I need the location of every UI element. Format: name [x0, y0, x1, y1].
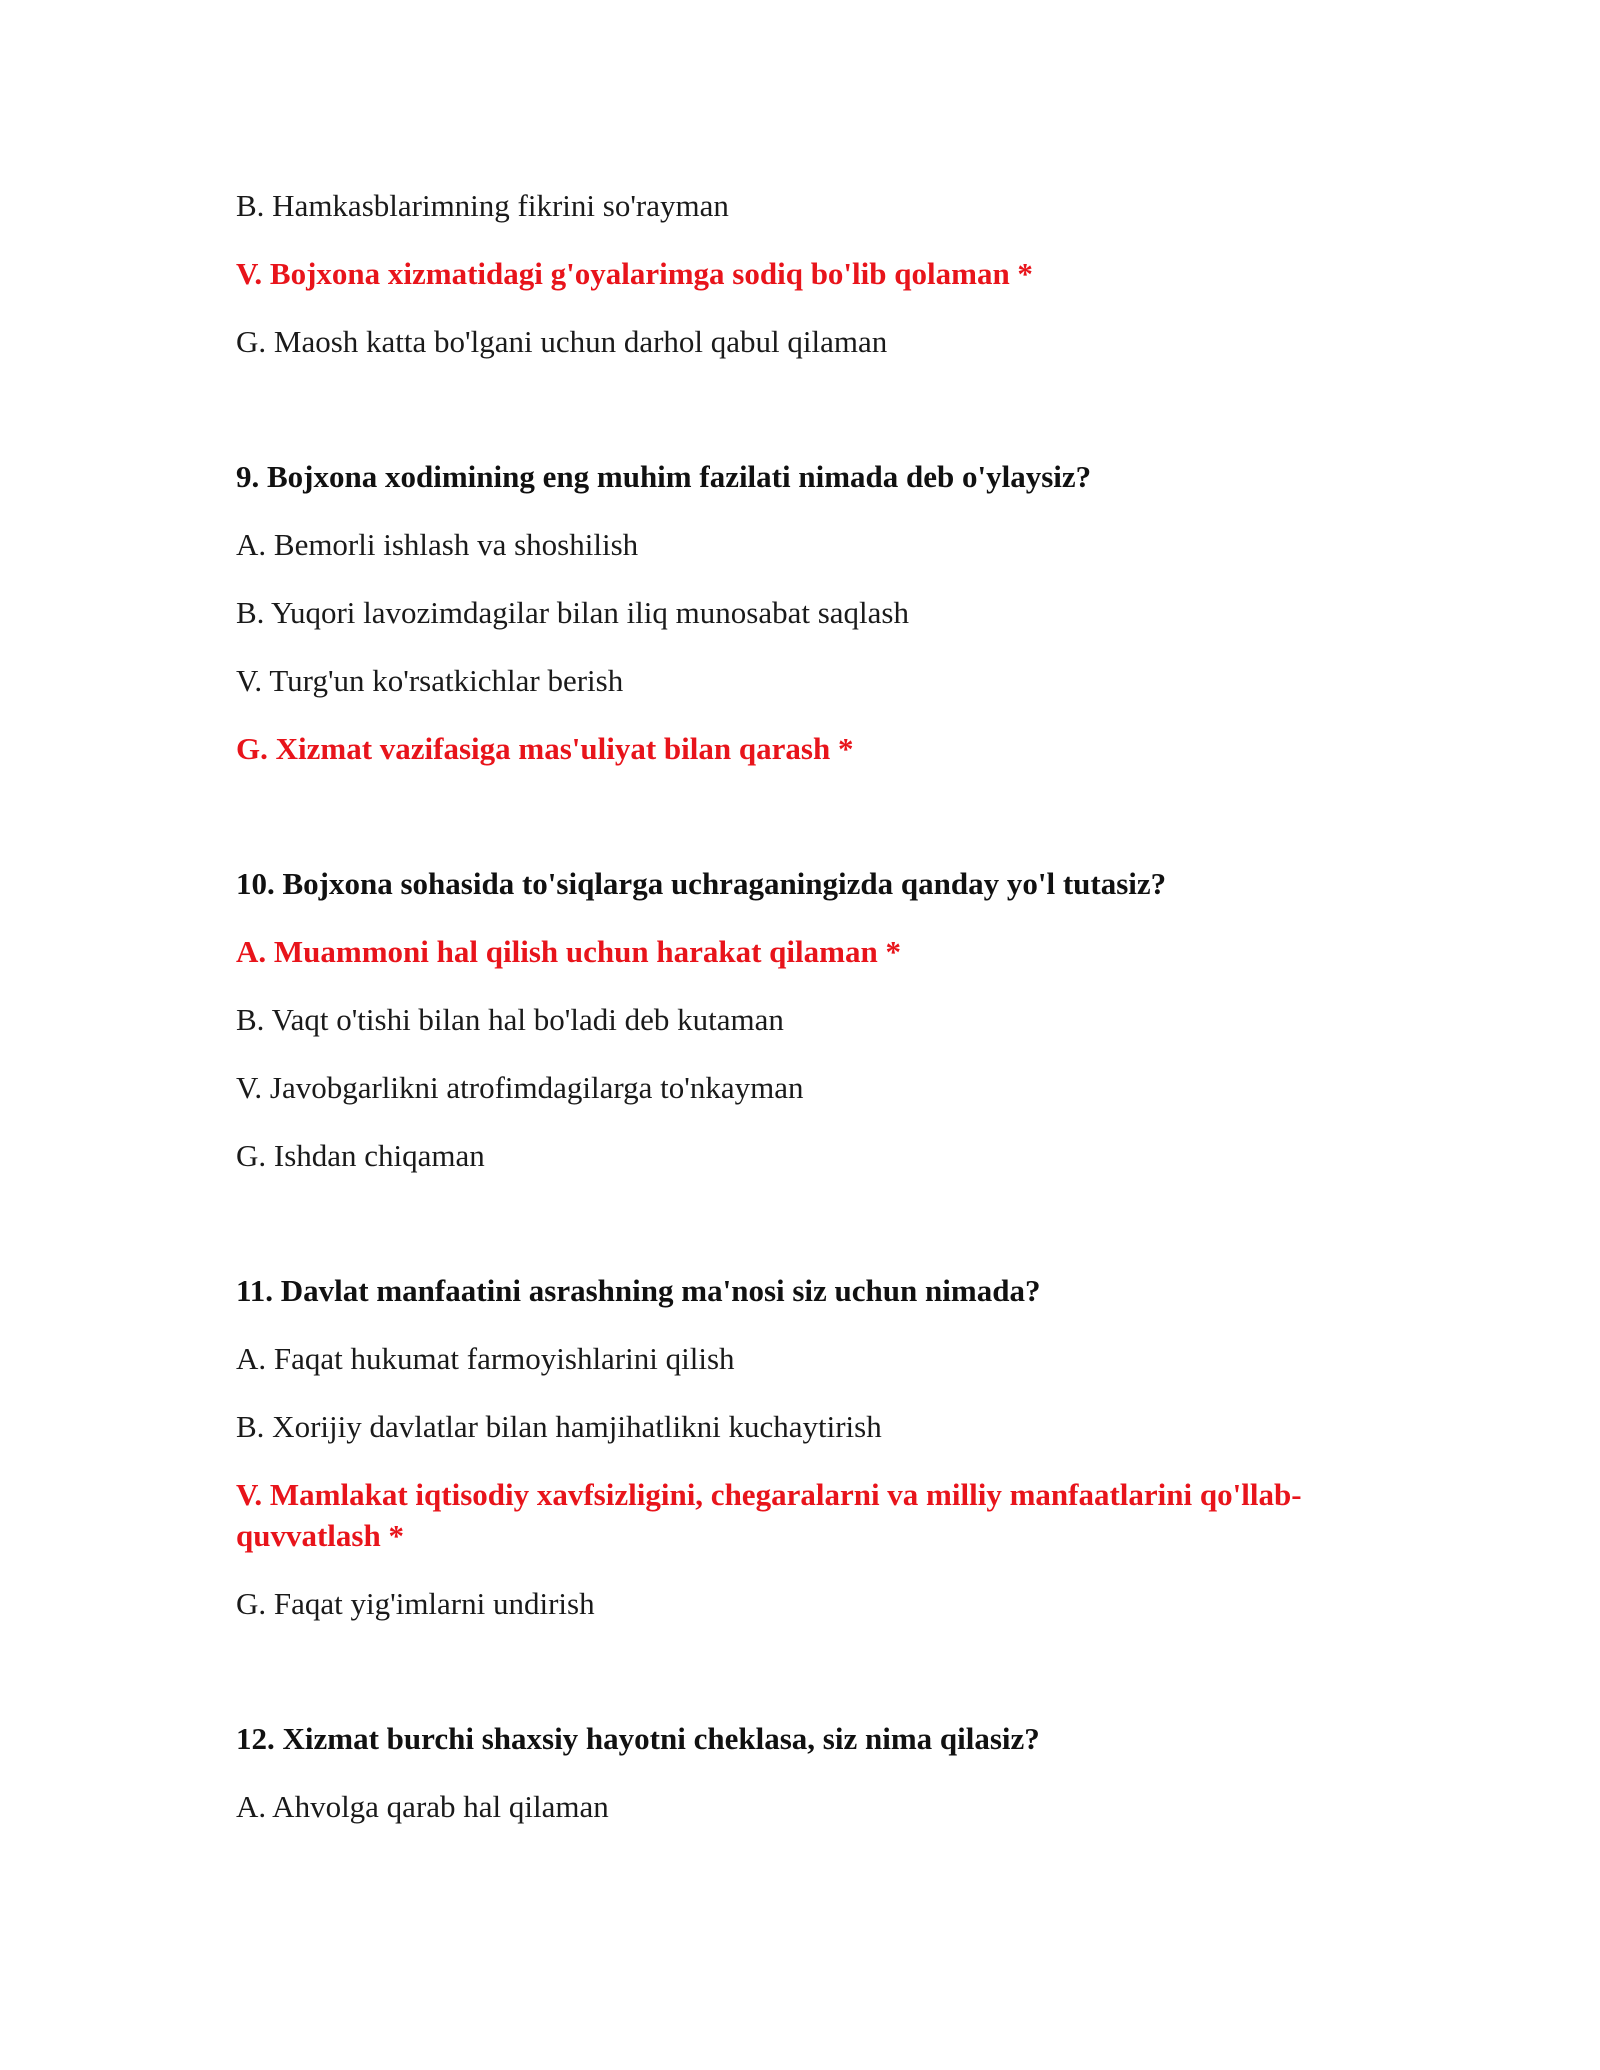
q11-option-a: A. Faqat hukumat farmoyishlarini qilish	[236, 1341, 735, 1376]
q10-option-g: G. Ishdan chiqaman	[236, 1138, 485, 1173]
q8-option-v-correct: V. Bojxona xizmatidagi g'oyalarimga sodiq bo'lib qolaman *	[236, 256, 1033, 291]
q11-option-v-correct: V. Mamlakat iqtisodiy xavfsizligini, chegaralarni va milliy manfaatlarini qo'llab-quvvatlash *	[236, 1477, 1302, 1553]
q9-option-b: B. Yuqori lavozimdagilar bilan iliq munosabat saqlash	[236, 595, 909, 630]
q11-question: 11. Davlat manfaatini asrashning ma'nosi siz uchun nimada?	[236, 1273, 1041, 1308]
q10-option-v: V. Javobgarlikni atrofimdagilarga to'nkayman	[236, 1070, 804, 1105]
q11-option-g: G. Faqat yig'imlarni undirish	[236, 1586, 595, 1621]
q10-option-a-correct: A. Muammoni hal qilish uchun harakat qilaman *	[236, 934, 901, 969]
q10-option-b: B. Vaqt o'tishi bilan hal bo'ladi deb kutaman	[236, 1002, 784, 1037]
q9-option-v: V. Turg'un ko'rsatkichlar berish	[236, 663, 624, 698]
q9-option-g-correct: G. Xizmat vazifasiga mas'uliyat bilan qarash *	[236, 731, 854, 766]
q8-option-b: B. Hamkasblarimning fikrini so'rayman	[236, 188, 729, 223]
q12-question: 12. Xizmat burchi shaxsiy hayotni cheklasa, siz nima qilasiz?	[236, 1721, 1040, 1756]
q9-question: 9. Bojxona xodimining eng muhim fazilati nimada deb o'ylaysiz?	[236, 459, 1092, 494]
q10-question: 10. Bojxona sohasida to'siqlarga uchraganingizda qanday yo'l tutasiz?	[236, 866, 1167, 901]
q9-option-a: A. Bemorli ishlash va shoshilish	[236, 527, 639, 562]
q11-option-b: B. Xorijiy davlatlar bilan hamjihatlikni kuchaytirish	[236, 1409, 882, 1444]
quiz-content	[236, 185, 1366, 1854]
q12-option-a: A. Ahvolga qarab hal qilaman	[236, 1789, 609, 1824]
q8-option-g: G. Maosh katta bo'lgani uchun darhol qabul qilaman	[236, 324, 888, 359]
